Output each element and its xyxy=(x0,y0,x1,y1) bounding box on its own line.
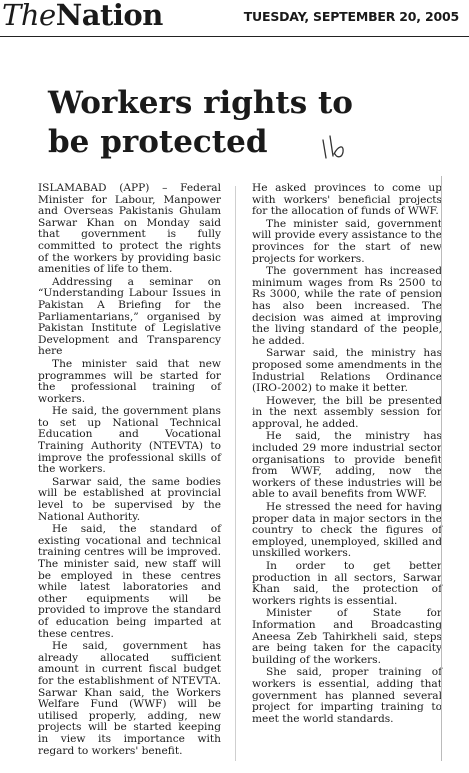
publication-date: TUESDAY, SEPTEMBER 20, 2005 xyxy=(243,9,459,24)
paragraph: He stressed the need for having proper data in major sectors in the country to check the figures of employed, unemployed, skilled and unskilled workers. xyxy=(252,501,442,560)
paragraph: He said, government has already allocated sufficient amount in current fiscal budget for the establishment of NTEVTA. Sarwar Khan said, the Workers Welfare Fund (WWF) will be utilised properly, adding, new projects will be started keeping in view its importance with regard to workers' benefit. xyxy=(38,640,221,757)
paragraph: ISLAMABAD (APP) – Federal Minister for Labour, Manpower and Overseas Pakistanis Ghulam Sarwar Khan on Monday said that government is fully committed to protect the rights of the workers by providing basic amenities of life to them. xyxy=(38,182,221,276)
newspaper-name-article: The xyxy=(2,0,56,32)
article-column-1 xyxy=(38,183,221,758)
paragraph: The minister said, government will provide every assistance to the provinces for the start of new projects for workers. xyxy=(252,217,442,265)
paragraph: He said, the standard of existing vocational and technical training centres will be improved. The minister said, new staff will be employed in these centres while latest laboratories and other equipments will be provided to improve the standard of education being imparted at these centres. xyxy=(38,523,221,640)
clipping-edge xyxy=(441,176,442,761)
paragraph: However, the bill be presented in the next assembly session for approval, he added. xyxy=(252,394,442,430)
paragraph: He said, the government plans to set up National Technical Education and Vocational Training Authority (NTEVTA) to improve the professional skills of the workers. xyxy=(38,405,221,476)
column-divider xyxy=(235,186,236,761)
article-column-2 xyxy=(252,183,442,726)
masthead-rule xyxy=(0,36,469,37)
paragraph: Sarwar said, the ministry has proposed some amendments in the Industrial Relations Ordinance (IRO-2002) to make it better. xyxy=(252,347,442,395)
paragraph: She said, proper training of workers is essential, adding that government has planned several project for imparting training to meet the world standards. xyxy=(252,666,442,725)
headline-line-1: Workers rights to xyxy=(48,85,353,121)
paragraph: He asked provinces to come up with workers' beneficial projects for the allocation of funds of WWF. xyxy=(252,182,442,218)
headline-line-2: be protected xyxy=(48,124,268,160)
paragraph: The minister said that new programmes will be started for the professional training of workers. xyxy=(38,357,221,405)
paragraph: He said, the ministry has included 29 more industrial sector organisations to provide benefit from WWF, adding, now the workers of these industries will be able to avail benefits from WWF. xyxy=(252,430,442,501)
paragraph: In order to get better production in all sectors, Sarwar Khan said, the protection of workers rights is essential. xyxy=(252,560,442,607)
newspaper-name xyxy=(2,0,163,32)
paragraph: The government has increased minimum wages from Rs 2500 to Rs 3000, while the rate of pension has also been increased. The decision was aimed at improving the living standard of the people, he added. xyxy=(252,265,442,347)
paragraph: Addressing a seminar on “Understanding Labour Issues in Pakistan A Briefing for the Parliamentarians,” organised by Pakistan Institute of Legislative Development and Transparency here xyxy=(38,275,221,358)
newspaper-name-title: Nation xyxy=(55,0,163,32)
paragraph: Sarwar said, the same bodies will be established at provincial level to be supervised by the National Authority. xyxy=(38,475,221,523)
masthead xyxy=(0,0,469,34)
paragraph: Minister of State for Information and Broadcasting Aneesa Zeb Tahirkheli said, steps are being taken for the capacity building of the workers. xyxy=(252,607,442,666)
handwritten-mark xyxy=(320,132,358,162)
